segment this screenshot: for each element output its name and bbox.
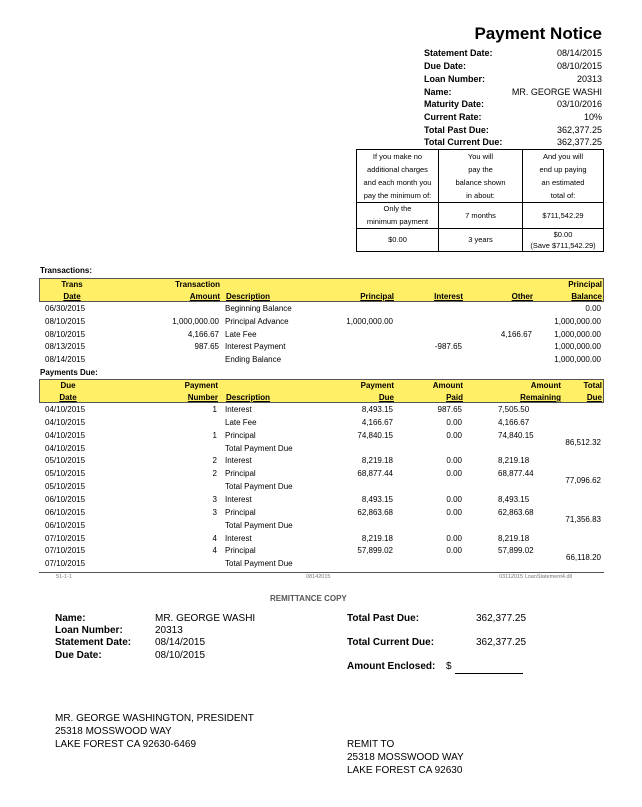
transaction-balance: 1,000,000.00 — [554, 316, 601, 326]
payment-date: 06/10/2015 — [45, 520, 86, 530]
payment-total: 71,356.83 — [565, 514, 601, 524]
payment-due: 62,863.68 — [357, 507, 393, 517]
payment-due: 74,840.15 — [357, 430, 393, 440]
transaction-amount: 4,166.67 — [187, 329, 219, 339]
due-date-row: Due Date: 08/10/2015 — [424, 61, 602, 71]
payment-remaining: 4,166.67 — [498, 417, 530, 427]
transaction-description: Ending Balance — [225, 355, 282, 365]
payment-due-row — [39, 494, 604, 507]
payoff-time-column: You will pay the balance shown in about: 7 months 3 years — [439, 150, 523, 251]
payment-remaining: 8,219.18 — [498, 533, 530, 543]
transaction-description: Principal Advance — [225, 316, 289, 326]
payment-due-row — [39, 404, 604, 417]
payment-description: Total Payment Due — [225, 482, 293, 492]
payment-num: 2 — [212, 456, 217, 466]
payment-date: 05/10/2015 — [45, 469, 86, 479]
transaction-other: 4,166.67 — [500, 329, 532, 339]
transaction-date: 08/10/2015 — [45, 316, 86, 326]
name-row: Name: MR. GEORGE WASHI — [424, 87, 602, 97]
transaction-date: 06/30/2015 — [45, 304, 86, 313]
payment-num: 1 — [212, 405, 217, 414]
footer-file: 03112015 LoanStatement4.dll — [499, 574, 572, 580]
transaction-description: Beginning Balance — [225, 304, 292, 313]
footer-date: 08142015 — [306, 574, 331, 580]
payment-total: 86,512.32 — [565, 437, 601, 447]
remit-current-value: 362,377.25 — [476, 637, 527, 648]
payment-due: 4,166.67 — [361, 417, 393, 427]
payment-due-row — [39, 430, 604, 443]
payment-due: 8,493.15 — [361, 494, 393, 504]
amount-enclosed-field[interactable] — [455, 673, 523, 674]
transaction-date: 08/13/2015 — [45, 342, 86, 352]
transaction-interest: -987.65 — [434, 342, 462, 352]
payment-description: Principal — [225, 469, 256, 479]
maturity-date-row: Maturity Date: 03/10/2016 — [424, 99, 602, 109]
remit-stmt-label: Statement Date: — [55, 637, 132, 648]
payment-due: 8,493.15 — [361, 405, 393, 414]
payment-paid: 0.00 — [446, 494, 462, 504]
payment-description: Total Payment Due — [225, 443, 293, 453]
transaction-row — [39, 354, 604, 367]
payment-date: 04/10/2015 — [45, 405, 86, 414]
payment-paid: 0.00 — [446, 533, 462, 543]
payment-num: 3 — [212, 507, 217, 517]
transactions-title: Transactions: — [40, 266, 93, 275]
payment-due-row — [39, 533, 604, 546]
payment-date: 04/10/2015 — [45, 417, 86, 427]
payment-paid: 0.00 — [446, 546, 462, 556]
payment-num: 2 — [212, 469, 217, 479]
total-current-due-row: Total Current Due: 362,377.25 — [424, 137, 602, 147]
payment-num: 4 — [212, 533, 217, 543]
footer-code: 51-1-1 — [56, 574, 72, 580]
payment-remaining: 57,899.02 — [498, 546, 534, 556]
payment-date: 07/10/2015 — [45, 559, 86, 569]
remit-to-line-1: REMIT TO — [347, 739, 395, 750]
transaction-description: Late Fee — [225, 329, 257, 339]
payment-description: Interest — [225, 533, 252, 543]
payment-num: 4 — [212, 546, 217, 556]
transaction-balance: 1,000,000.00 — [554, 342, 601, 352]
transaction-row — [39, 329, 604, 342]
remit-due-label: Due Date: — [55, 650, 102, 661]
payment-date: 04/10/2015 — [45, 430, 86, 440]
page-title: Payment Notice — [474, 24, 602, 43]
transaction-row — [39, 303, 604, 316]
transaction-date: 08/14/2015 — [45, 355, 86, 365]
payment-remaining: 7,505.50 — [498, 405, 530, 414]
payment-paid: 0.00 — [446, 430, 462, 440]
transaction-amount: 987.65 — [194, 342, 219, 352]
payment-date: 04/10/2015 — [45, 443, 86, 453]
payment-remaining: 62,863.68 — [498, 507, 534, 517]
statement-date-row: Statement Date: 08/14/2015 — [424, 48, 602, 58]
payment-remaining: 8,493.15 — [498, 494, 530, 504]
payment-description: Interest — [225, 456, 252, 466]
payment-description: Principal — [225, 507, 256, 517]
total-past-due-row: Total Past Due: 362,377.25 — [424, 125, 602, 135]
remit-loan-label: Loan Number: — [55, 625, 123, 636]
payment-due-row — [39, 455, 604, 468]
remit-name-value: MR. GEORGE WASHI — [155, 613, 256, 624]
payment-due: 68,877.44 — [357, 469, 393, 479]
payment-total: 66,118.20 — [566, 553, 601, 563]
payment-num: 3 — [212, 494, 217, 504]
payment-description: Total Payment Due — [225, 520, 293, 530]
payments-due-header: Due Date Payment Number Description Payment Due Amount Paid Amount Remaining Total Due — [39, 379, 604, 403]
payment-description: Principal — [225, 546, 256, 556]
transactions-header: Trans Date Transaction Amount Description Principal Interest Other Principal Balance — [39, 278, 604, 302]
payment-due-row — [39, 545, 604, 558]
payment-description: Interest — [225, 494, 252, 504]
remit-due-value: 08/10/2015 — [155, 650, 206, 661]
payment-remaining: 68,877.44 — [498, 469, 534, 479]
payment-date: 06/10/2015 — [45, 507, 86, 517]
payment-paid: 0.00 — [446, 417, 462, 427]
payment-num: 1 — [212, 430, 217, 440]
minimum-payment-column: If you make no additional charges and each month you pay the minimum of: Only the minimum payment $0.00 — [357, 150, 439, 251]
remit-stmt-value: 08/14/2015 — [155, 637, 206, 648]
transaction-balance: 1,000,000.00 — [554, 329, 601, 339]
remit-to-line-3: LAKE FOREST CA 92630 — [347, 765, 463, 776]
mailing-address-line-3: LAKE FOREST CA 92630-6469 — [55, 739, 197, 750]
remit-past-label: Total Past Due: — [347, 613, 420, 624]
transaction-balance: 1,000,000.00 — [554, 355, 601, 365]
payment-remaining: 74,840.15 — [498, 430, 534, 440]
payment-paid: 0.00 — [446, 507, 462, 517]
remittance-title: REMITTANCE COPY — [270, 594, 347, 603]
remit-name-label: Name: — [55, 613, 86, 624]
payment-due-row — [39, 417, 604, 430]
payment-paid: 0.00 — [446, 456, 462, 466]
payment-date: 07/10/2015 — [45, 533, 86, 543]
payment-due: 8,219.18 — [361, 533, 393, 543]
payment-date: 07/10/2015 — [45, 546, 86, 556]
payment-due-row — [39, 514, 604, 533]
mailing-address-line-1: MR. GEORGE WASHINGTON, PRESIDENT — [55, 713, 254, 724]
payment-paid: 987.65 — [437, 405, 462, 414]
payment-description: Interest — [225, 405, 252, 414]
transaction-balance: 0.00 — [585, 304, 601, 313]
payment-due-row — [39, 507, 604, 520]
payment-due: 57,899.02 — [357, 546, 393, 556]
payment-date: 05/10/2015 — [45, 456, 86, 466]
current-rate-row: Current Rate: 10% — [424, 112, 602, 122]
remit-to-line-2: 25318 MOSSWOOD WAY — [347, 752, 464, 763]
remit-enclosed-label: Amount Enclosed: — [347, 661, 436, 672]
transaction-row — [39, 316, 604, 329]
payment-due-row — [39, 476, 604, 494]
transaction-row — [39, 341, 604, 354]
payment-paid: 0.00 — [446, 469, 462, 479]
remit-current-label: Total Current Due: — [347, 637, 435, 648]
payment-description: Total Payment Due — [225, 559, 293, 569]
payoff-estimate-box — [356, 149, 604, 252]
estimated-total-column: And you will end up paying an estimated total of: $711,542.29 $0.00 (Save $711,542.29) — [523, 150, 603, 251]
payment-due: 8,219.18 — [361, 456, 393, 466]
mailing-address-line-2: 25318 MOSSWOOD WAY — [55, 726, 172, 737]
payment-date: 06/10/2015 — [45, 494, 86, 504]
payments-due-title: Payments Due: — [40, 368, 98, 377]
payment-description: Late Fee — [225, 417, 257, 427]
transaction-principal: 1,000,000.00 — [346, 316, 393, 326]
payment-due-row — [39, 437, 604, 456]
remit-past-value: 362,377.25 — [476, 613, 527, 624]
payment-remaining: 8,219.18 — [498, 456, 530, 466]
loan-number-row: Loan Number: 20313 — [424, 74, 602, 84]
payment-description: Principal — [225, 430, 256, 440]
payment-total: 77,096.62 — [565, 476, 601, 486]
payment-due-row — [39, 468, 604, 481]
payment-date: 05/10/2015 — [45, 482, 86, 492]
remit-loan-value: 20313 — [155, 625, 183, 636]
transaction-description: Interest Payment — [225, 342, 286, 352]
payment-due-row — [39, 553, 604, 571]
remit-enclosed-currency: $ — [446, 661, 452, 672]
transaction-amount: 1,000,000.00 — [172, 316, 219, 326]
transaction-date: 08/10/2015 — [45, 329, 86, 339]
